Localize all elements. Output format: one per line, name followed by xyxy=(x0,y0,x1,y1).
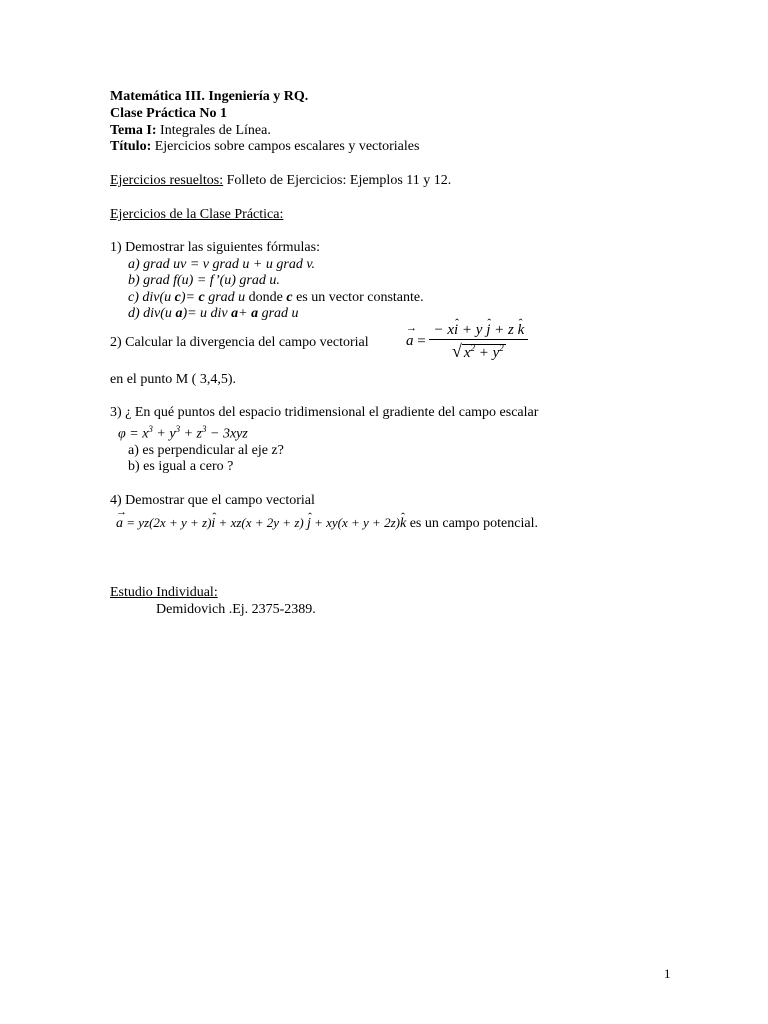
individual-study-text: Demidovich .Ej. 2375-2389. xyxy=(156,602,316,617)
exercise-3b: b) es igual a cero ? xyxy=(128,459,234,474)
fraction-denominator: √ $x^2 + y^2$ xyxy=(451,341,504,361)
title-label: Título: xyxy=(110,139,152,154)
vector-field-fraction xyxy=(429,322,528,362)
class-exercises-heading: Ejercicios de la Clase Práctica: xyxy=(110,207,284,222)
exercise-1c: c) div(u c)= c grad u donde c es un vector constante. xyxy=(128,290,424,305)
exercise-2-point: en el punto M ( 3,4,5). xyxy=(110,372,236,387)
solved-exercises-line xyxy=(110,172,451,189)
topic-line xyxy=(110,122,271,139)
page-number: 1 xyxy=(664,966,671,981)
fraction-numerator: − xi ˆ + y j ˆ + z k ˆ xyxy=(429,322,528,340)
class-title: Clase Práctica No 1 xyxy=(110,106,228,121)
title-text: Ejercicios sobre campos escalares y vectoriales xyxy=(151,139,420,154)
title-line xyxy=(110,138,419,155)
exercise-2-text: 2) Calcular la divergencia del campo vectorial xyxy=(110,335,369,350)
solved-exercises-label: Ejercicios resueltos: xyxy=(110,173,224,188)
exercise-4-formula: → a = yz(2x + y + z)i ˆ + xz(x + 2y + z) j ˆ + xy(x + y + 2z)k ˆ es un campo potencial. xyxy=(116,514,538,532)
topic-label: Tema I: xyxy=(110,123,157,138)
exercise-1a: a) grad uv = v grad u + u grad v. xyxy=(128,257,316,272)
individual-study-heading: Estudio Individual: xyxy=(110,585,218,600)
exercise-2-formula: → a = $\frac{\text{− xi ˆ + y j ˆ + z k ˆ}}{√ x^2 + y^2}$ xyxy=(406,322,528,362)
exercise-3-formula: $\varphi = x^3 + y^3 + z^3 - 3xyz$ xyxy=(118,424,248,442)
exercise-1-intro: 1) Demostrar las siguientes fórmulas: xyxy=(110,240,320,255)
exercise-3a: a) es perpendicular al eje z? xyxy=(128,443,284,458)
course-title: Matemática III. Ingeniería y RQ. xyxy=(110,89,309,104)
exercise-1d: d) div(u a)= u div a+ a grad u xyxy=(128,306,299,321)
exercise-3-text: 3) ¿ En qué puntos del espacio tridimensional el gradiente del campo escalar xyxy=(110,405,539,420)
exercise-1b: b) grad f(u) = f’(u) grad u. xyxy=(128,273,280,288)
topic-text: Integrales de Línea. xyxy=(156,123,271,138)
square-root-icon: √ xyxy=(451,341,462,361)
solved-exercises-text: Folleto de Ejercicios: Ejemplos 11 y 12. xyxy=(223,173,452,188)
exercise-4-text: 4) Demostrar que el campo vectorial xyxy=(110,493,315,508)
